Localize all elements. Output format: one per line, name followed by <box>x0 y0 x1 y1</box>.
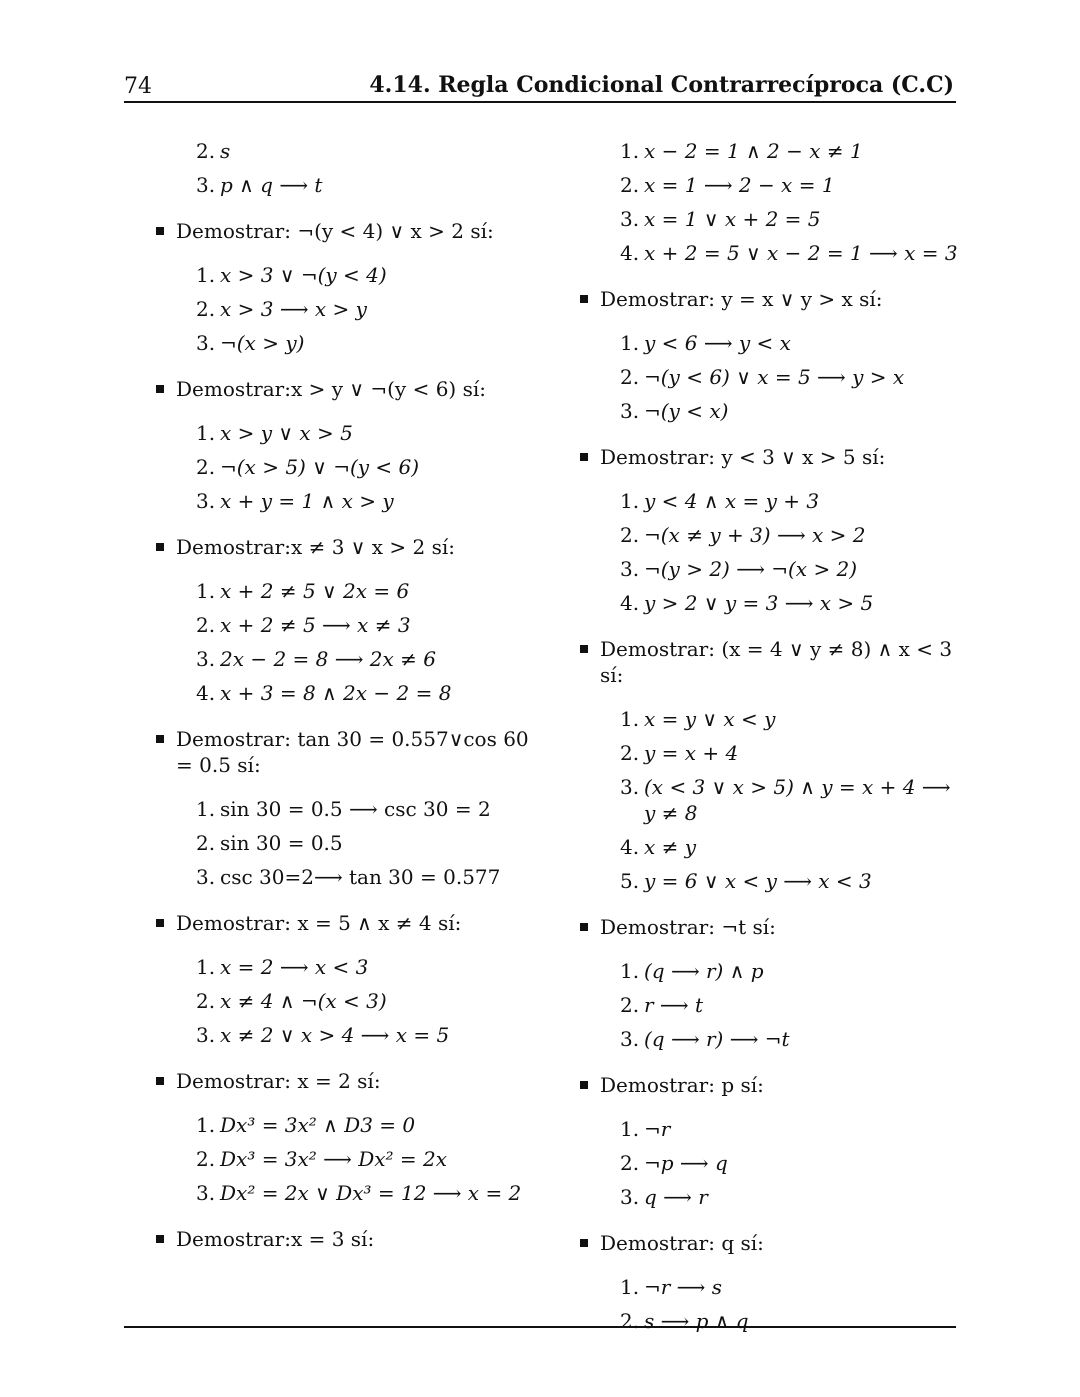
problem-title: Demostrar: x = 5 ∧ x ≠ 4 sí: <box>156 910 556 936</box>
step: 2. x ≠ 4 ∧ ¬(x < 3) <box>196 989 387 1013</box>
problem-title: Demostrar: tan 30 = 0.557∨cos 60 = 0.5 sí: <box>156 726 536 778</box>
problem <box>580 914 960 1052</box>
step: 3. ¬(y < x) <box>620 399 729 423</box>
problem <box>580 444 960 616</box>
problem <box>156 1226 556 1252</box>
step: 1. y < 4 ∧ x = y + 3 <box>620 489 820 513</box>
step: 2. s ⟶ p ∧ q <box>620 1309 749 1333</box>
bullet-icon <box>156 1235 164 1243</box>
step: 3. (x < 3 ∨ x > 5) ∧ y = x + 4 ⟶ y ≠ 8 <box>620 775 951 825</box>
step: 1. ¬r <box>620 1117 671 1141</box>
step: 2. ¬(x > 5) ∨ ¬(y < 6) <box>196 455 420 479</box>
bullet-icon <box>156 1077 164 1085</box>
step: 3. x ≠ 2 ∨ x > 4 ⟶ x = 5 <box>196 1023 450 1047</box>
problem-title: Demostrar:x > y ∨ ¬(y < 6) sí: <box>156 376 556 402</box>
step: 1. (q ⟶ r) ∧ p <box>620 959 764 983</box>
continued-steps <box>156 138 556 198</box>
step: 3. Dx² = 2x ∨ Dx³ = 12 ⟶ x = 2 <box>196 1181 522 1205</box>
problem <box>156 910 556 1048</box>
step: 1. Dx³ = 3x² ∧ D3 = 0 <box>196 1113 416 1137</box>
bullet-icon <box>580 1081 588 1089</box>
step: 3. x + y = 1 ∧ x > y <box>196 489 394 513</box>
step: 2. x > 3 ⟶ x > y <box>196 297 367 321</box>
step: 1. x = 2 ⟶ x < 3 <box>196 955 369 979</box>
step: 2. x + 2 ≠ 5 ⟶ x ≠ 3 <box>196 613 411 637</box>
step: 1. sin 30 = 0.5 ⟶ csc 30 = 2 <box>196 797 491 821</box>
problem-title: Demostrar:x = 3 sí: <box>156 1226 556 1252</box>
step: 2. y = x + 4 <box>620 741 739 765</box>
step: 3. (q ⟶ r) ⟶ ¬t <box>620 1027 790 1051</box>
left-column <box>156 138 556 1270</box>
page-number: 74 <box>124 74 152 99</box>
step: 4. x ≠ y <box>620 835 697 859</box>
step: 2. sin 30 = 0.5 <box>196 831 343 855</box>
problem <box>156 534 556 706</box>
bullet-icon <box>156 735 164 743</box>
step: 3. ¬(y > 2) ⟶ ¬(x > 2) <box>620 557 858 581</box>
section-title: 4.14. Regla Condicional Contrarrecíproca (C.C) <box>369 72 954 98</box>
step: 1. x = y ∨ x < y <box>620 707 776 731</box>
continued-steps <box>580 138 960 266</box>
problem-title: Demostrar: ¬(y < 4) ∨ x > 2 sí: <box>156 218 556 244</box>
bullet-icon <box>580 453 588 461</box>
step: 2. r ⟶ t <box>620 993 703 1017</box>
step: 1. ¬r ⟶ s <box>620 1275 722 1299</box>
problem-title: Demostrar: q sí: <box>580 1230 960 1256</box>
right-column <box>580 138 960 1346</box>
problem <box>156 726 556 890</box>
step: 2. ¬(x ≠ y + 3) ⟶ x > 2 <box>620 523 866 547</box>
footer-rule <box>124 1326 956 1328</box>
problem <box>580 286 960 424</box>
bullet-icon <box>156 227 164 235</box>
bullet-icon <box>580 923 588 931</box>
bullet-icon <box>580 645 588 653</box>
bullet-icon <box>156 543 164 551</box>
step: 4. x + 2 = 5 ∨ x − 2 = 1 ⟶ x = 3 <box>620 241 958 265</box>
problem <box>580 1072 960 1210</box>
step: 5. y = 6 ∨ x < y ⟶ x < 3 <box>620 869 872 893</box>
step: 1. y < 6 ⟶ y < x <box>620 331 791 355</box>
step: 3. 2x − 2 = 8 ⟶ 2x ≠ 6 <box>196 647 436 671</box>
problem-title: Demostrar: (x = 4 ∨ y ≠ 8) ∧ x < 3 sí: <box>580 636 960 688</box>
bullet-icon <box>580 1239 588 1247</box>
step: 4. y > 2 ∨ y = 3 ⟶ x > 5 <box>620 591 874 615</box>
bullet-icon <box>156 919 164 927</box>
problem <box>156 1068 556 1206</box>
step: 3. csc 30=2⟶ tan 30 = 0.577 <box>196 865 501 889</box>
step: 3. p ∧ q ⟶ t <box>196 173 323 197</box>
problem-title: Demostrar: x = 2 sí: <box>156 1068 556 1094</box>
problem <box>156 218 556 356</box>
step: 4. x + 3 = 8 ∧ 2x − 2 = 8 <box>196 681 452 705</box>
problem-title: Demostrar: y < 3 ∨ x > 5 sí: <box>580 444 960 470</box>
bullet-icon <box>156 385 164 393</box>
step: 2. ¬(y < 6) ∨ x = 5 ⟶ y > x <box>620 365 905 389</box>
step: 2. ¬p ⟶ q <box>620 1151 728 1175</box>
header-rule <box>124 101 956 103</box>
step: 1. x − 2 = 1 ∧ 2 − x ≠ 1 <box>620 139 863 163</box>
problem <box>156 376 556 514</box>
step: 1. x + 2 ≠ 5 ∨ 2x = 6 <box>196 579 410 603</box>
step: 3. x = 1 ∨ x + 2 = 5 <box>620 207 821 231</box>
step: 1. x > y ∨ x > 5 <box>196 421 353 445</box>
bullet-icon <box>580 295 588 303</box>
step: 1. x > 3 ∨ ¬(y < 4) <box>196 263 387 287</box>
step: 3. ¬(x > y) <box>196 331 305 355</box>
problem <box>580 1230 960 1334</box>
problem <box>580 636 960 894</box>
problem-title: Demostrar: p sí: <box>580 1072 960 1098</box>
problem-title: Demostrar: y = x ∨ y > x sí: <box>580 286 960 312</box>
step: 2. s <box>196 139 231 163</box>
step: 2. Dx³ = 3x² ⟶ Dx² = 2x <box>196 1147 448 1171</box>
problem-title: Demostrar: ¬t sí: <box>580 914 960 940</box>
step: 2. x = 1 ⟶ 2 − x = 1 <box>620 173 835 197</box>
step: 3. q ⟶ r <box>620 1185 708 1209</box>
problem-title: Demostrar:x ≠ 3 ∨ x > 2 sí: <box>156 534 556 560</box>
